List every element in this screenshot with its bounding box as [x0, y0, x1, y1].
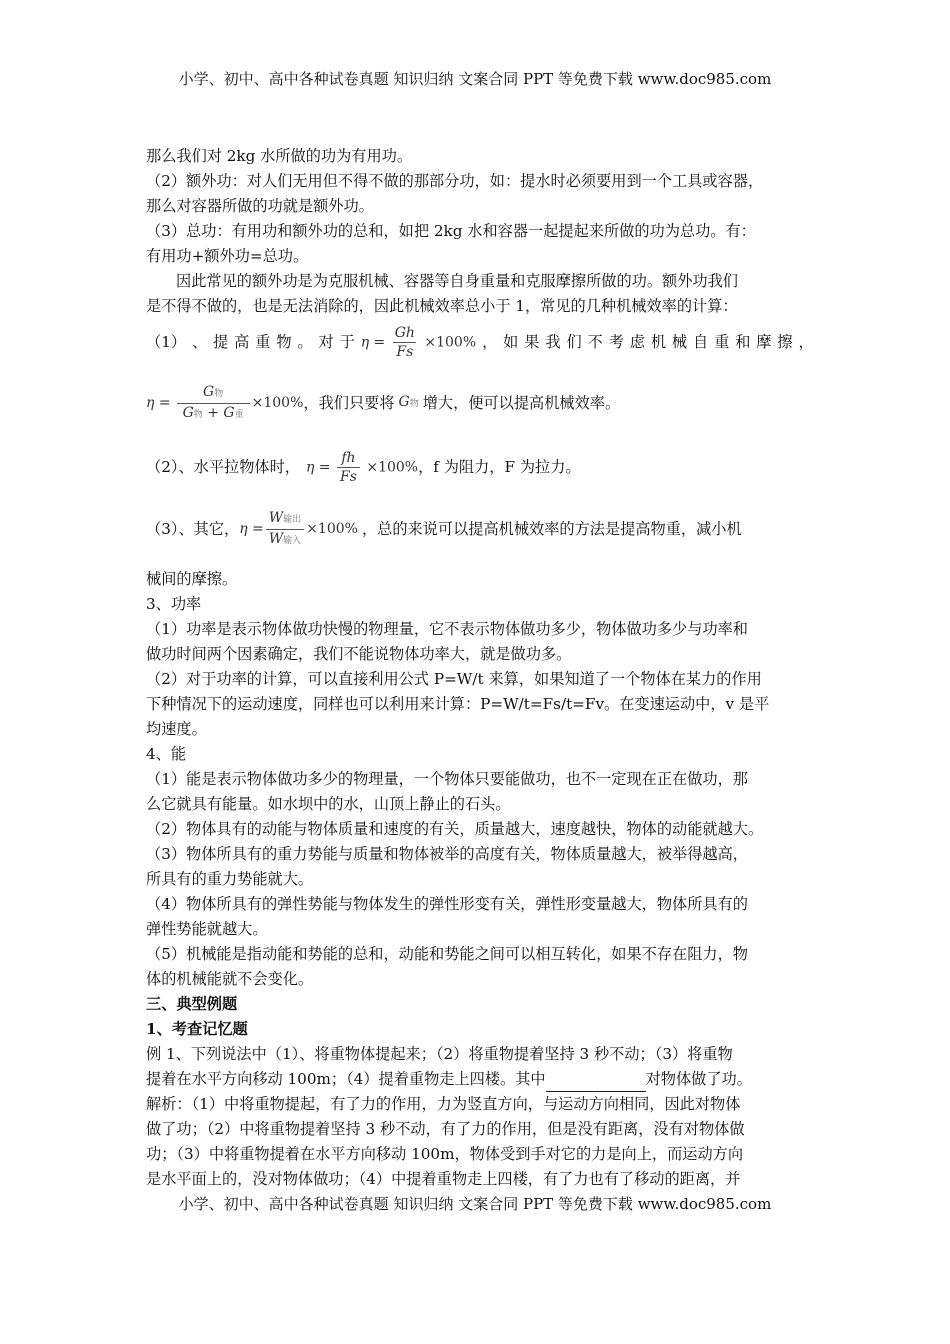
eta-symbol: η =: [360, 334, 386, 350]
section-heading-bold: 三、典型例题: [146, 995, 238, 1013]
efficiency-formula-gh: [361, 324, 476, 361]
subscript: 物: [409, 398, 419, 409]
text-line: （2）对于功率的计算，可以直接利用公式 P=W/t 来算，如果知道了一个物体在某力的作用: [146, 670, 762, 688]
formula-line-4: [146, 507, 814, 551]
char: 如: [503, 332, 519, 351]
g-symbol: G: [398, 393, 410, 410]
char: 重: [255, 332, 271, 351]
text-line: 体的机械能就不会变化。: [146, 970, 314, 988]
formula-line-2: [146, 380, 814, 426]
char: ，: [482, 332, 498, 351]
char: 果: [524, 332, 540, 351]
text-fragment: ，f 为阻力，F 为拉力。: [418, 457, 581, 476]
text-fragment: （2）、水平拉物体时，: [146, 457, 300, 476]
text-fragment: 增大，便可以提高机械效率。: [422, 393, 621, 412]
text-line: 那么我们对 2kg 水所做的功为有用功。: [146, 147, 413, 165]
char: 擦: [777, 332, 793, 351]
answer-blank[interactable]: [546, 1076, 646, 1092]
percent-factor: ×100%: [251, 394, 304, 411]
fraction: [392, 324, 418, 361]
text-line: （1）功率是表示物体做功快慢的物理量，它不表示物体做功多少，物体做功多少与功率和: [146, 620, 748, 638]
efficiency-formula-work: [239, 509, 358, 550]
fraction: [337, 449, 360, 486]
char: 们: [566, 332, 582, 351]
char: 重: [714, 332, 730, 351]
denominator: [177, 403, 250, 424]
text-fragment: 提着在水平方向移动 100m；（4）提着重物走上四楼。其中: [146, 1070, 546, 1088]
text-line: 下种情况下的运动速度，同样也可以利用来计算：P=W/t=Fs/t=Fv。在变速运动中，v 是平: [146, 695, 770, 713]
text-line: 例 1、下列说法中（1）、将重物体提起来；（2）将重物提着坚持 3 秒不动；（3）将重物: [146, 1045, 733, 1063]
subsection-heading-bold: 1、考查记忆题: [146, 1020, 248, 1038]
text-line: （2）物体具有的动能与物体质量和速度的有关，质量越大，速度越快，物体的动能就越大。: [146, 820, 764, 838]
char: 对: [318, 332, 334, 351]
char: 。: [297, 332, 313, 351]
formula-line-1: [146, 322, 814, 362]
subscript: 输出: [283, 514, 302, 525]
w-symbol: W: [268, 530, 284, 547]
text-line: （5）机械能是指动能和势能的总和，动能和势能之间可以相互转化，如果不存在阻力，物: [146, 945, 748, 963]
char: 高: [234, 332, 250, 351]
char: 自: [693, 332, 709, 351]
text-fragment: ，我们只要将: [303, 393, 395, 412]
char: 考: [608, 332, 624, 351]
text-line: 功；（3）中将重物提着在水平方向移动 100m，物体受到手对它的力是向上，而运动方向: [146, 1145, 744, 1163]
g-symbol: G: [182, 404, 194, 421]
formula-line-3: [146, 447, 814, 487]
text-line: 是水平面上的，没对物体做功；（4）中提着重物走上四楼，有了力也有了移动的距离，并: [146, 1170, 741, 1188]
numerator: fh: [341, 449, 356, 466]
plus-sign: +: [207, 404, 219, 421]
eta-symbol: η =: [305, 459, 331, 475]
fraction: [177, 383, 250, 424]
w-symbol: W: [268, 509, 284, 526]
percent-factor: ×100%: [306, 520, 358, 537]
text-line: 解析：（1）中将重物提起，有了力的作用，力为竖直方向，与运动方向相同，因此对物体: [146, 1095, 741, 1113]
subscript: 物: [193, 409, 203, 420]
g-symbol: G: [203, 383, 215, 400]
text-line: 械间的摩擦。: [146, 570, 238, 588]
subscript: 重: [234, 409, 244, 420]
text-line: 那么对容器所做的功就是额外功。: [146, 197, 374, 215]
numerator: [266, 509, 304, 529]
text-line: （3）总功：有用功和额外功的总和，如把 2kg 水和容器一起提起来所做的功为总功。有：: [146, 222, 756, 240]
text-fragment: （3）、其它，: [146, 519, 240, 538]
page-footer: 小学、初中、高中各种试卷真题 知识归纳 文案合同 PPT 等免费下载 www.doc985.com: [178, 1195, 772, 1213]
char: 械: [671, 332, 688, 351]
text-line: [146, 1067, 814, 1092]
text-line: 弹性势能就越大。: [146, 920, 268, 938]
eta-symbol: η =: [146, 394, 171, 411]
char: 和: [735, 332, 751, 351]
section-heading: 3、功率: [146, 595, 202, 613]
g-symbol: G: [223, 404, 235, 421]
text-line: （1）能是表示物体做功多少的物理量，一个物体只要能做功，也不一定现在正在做功，那: [146, 770, 748, 788]
text-line: （4）物体所具有的弹性势能与物体发生的弹性形变有关，弹性形变量越大，物体所具有的: [146, 895, 748, 913]
char: 、: [191, 332, 208, 351]
char: 我: [545, 332, 561, 351]
char: ，: [798, 332, 814, 351]
char: （1）: [146, 332, 187, 351]
char: 机: [650, 332, 666, 351]
percent-factor: ×100%: [424, 334, 477, 350]
text-fragment: ，总的来说可以提高机械效率的方法是提高物重，减小机: [361, 519, 742, 538]
page-header: 小学、初中、高中各种试卷真题 知识归纳 文案合同 PPT 等免费下载 www.doc985.com: [178, 70, 772, 88]
text-fragment: 对物体做了功。: [645, 1070, 752, 1088]
text-line: 因此常见的额外功是为克服机械、容器等自身重量和克服摩擦所做的功。额外功我们: [176, 272, 738, 290]
text-line: 做了功；（2）中将重物提着坚持 3 秒不动，有了力的作用，但是没有距离，没有对物体做: [146, 1120, 745, 1138]
char: 摩: [756, 332, 772, 351]
subscript: 输入: [283, 535, 302, 546]
text-line: （2）额外功：对人们无用但不得不做的那部分功，如：提水时必须要用到一个工具或容器，: [146, 172, 764, 190]
subscript: 物: [214, 388, 224, 399]
text-line: 所具有的重力势能就大。: [146, 870, 314, 888]
text-line: （3）物体所具有的重力势能与质量和物体被举的高度有关，物体质量越大，被举得越高，: [146, 845, 748, 863]
eta-symbol: η =: [239, 520, 264, 537]
text-line: 是不得不做的，也是无法消除的，因此机械效率总小于 1，常见的几种机械效率的计算：: [146, 297, 738, 315]
char: 提: [213, 332, 229, 351]
denominator: Fs: [337, 467, 360, 486]
efficiency-formula-horizontal: [306, 449, 418, 486]
text-line: 么它就具有能量。如水坝中的水，山顶上静止的石头。: [146, 795, 511, 813]
fraction: [266, 509, 304, 550]
section-heading: 4、能: [146, 745, 187, 763]
numerator: Gh: [394, 324, 415, 341]
text-line: 均速度。: [146, 720, 207, 738]
percent-factor: ×100%: [366, 459, 419, 475]
text-line: 有用功+额外功=总功。: [146, 247, 309, 265]
denominator: [266, 529, 304, 550]
text-line: 做功时间两个因素确定，我们不能说物体功率大，就是做功多。: [146, 645, 572, 663]
char: 物: [276, 332, 292, 351]
denominator: Fs: [393, 342, 416, 361]
char: 虑: [629, 332, 645, 351]
numerator: [200, 383, 226, 403]
char: 不: [587, 332, 603, 351]
char: 于: [339, 332, 355, 351]
g-weight-symbol: [399, 390, 419, 417]
efficiency-formula-weight: [146, 383, 303, 424]
